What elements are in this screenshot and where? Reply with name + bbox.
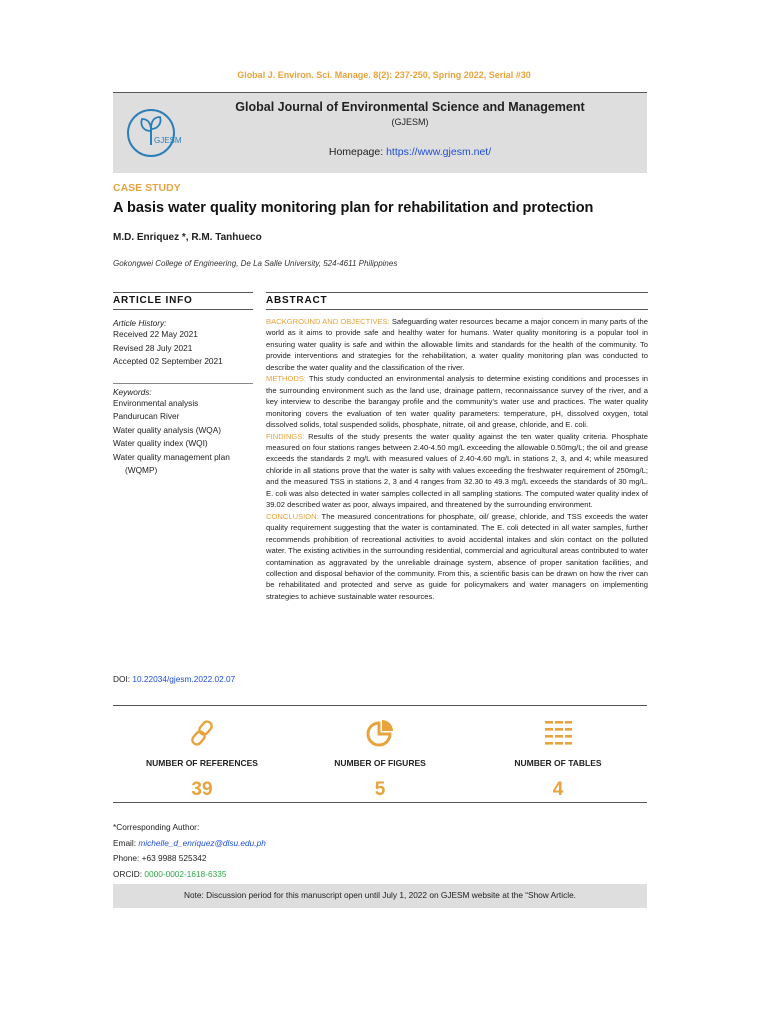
methods-text: This study conducted an environmental analysis to determine existing conditions and processes in the surrounding environment such as the land use, drainage pattern, reconnaissance survey of the river, and a key interview to describe the barangay profile and the community’s water use and practices. The water quality monitoring covers the evaluation of ten water quality parameters: temperature, pH, dissolved oxygen, total dissolved solids, total suspended solids, phosphate, nitrate, oil and grease, chloride, and E. coli.	[266, 374, 648, 430]
doi-line	[113, 674, 235, 684]
table-icon	[543, 718, 573, 748]
abstract-section	[266, 292, 648, 602]
background-label: BACKGROUND AND OBJECTIVES:	[266, 317, 390, 326]
history-revised: Revised 28 July 2021	[113, 342, 193, 353]
link-icon	[187, 718, 217, 748]
journal-citation: Global J. Environ. Sci. Manage. 8(2): 237-250, Spring 2022, Serial #30	[237, 70, 531, 80]
orcid-line	[113, 867, 266, 883]
stat-value: 39	[191, 779, 213, 800]
stat-label: NUMBER OF TABLES	[514, 758, 602, 768]
homepage-label: Homepage:	[328, 146, 384, 158]
keywords-label: Keywords:	[113, 383, 253, 397]
keyword-item: Pandurucan River	[113, 411, 180, 421]
pie-chart-icon	[365, 718, 395, 748]
email-line	[113, 836, 266, 852]
email-link[interactable]: michelle_d_enriquez@dlsu.edu.ph	[138, 837, 266, 848]
conclusion-text: The measured concentrations for phosphate, oil/ grease, chloride, and TSS exceeds the water quality requirement suggesting that the water is contaminated. The E. coli detected in all water samples, further recommends prohibition of recreational activities to avoid accidental intakes and skin contact on the polluted water. The existing activities in the surrounding residential, commercial and agricultural areas contributed to water contamination as aggravated by the unreliable drainage system, absence of proper sanitation facilities, and collection and disposal behavior of the community. From this, a scientific basis can be drawn on how the river can be rehabilitated and protected and serve as guide for policymakers and water managers on implementing strategies to achieve sustainable water resources.	[266, 511, 648, 601]
authors: M.D. Enriquez *, R.M. Tanhueco	[113, 232, 262, 243]
stat-label: NUMBER OF FIGURES	[334, 758, 426, 768]
homepage-link[interactable]: https://www.gjesm.net/	[386, 146, 492, 158]
article-stats	[113, 705, 647, 803]
phone-value: +63 9988 525342	[141, 853, 207, 863]
abstract-body	[266, 316, 648, 602]
phone-label: Phone:	[113, 853, 140, 863]
keyword-item: Water quality analysis (WQA)	[113, 424, 222, 435]
article-info-heading: ARTICLE INFO	[113, 292, 253, 310]
corresponding-author-label: *Corresponding Author:	[113, 822, 200, 832]
journal-abbreviation: (GJESM)	[391, 117, 429, 127]
article-title: A basis water quality monitoring plan for rehabilitation and protection	[113, 200, 594, 216]
orcid-label: ORCID:	[113, 868, 143, 879]
stat-tables	[469, 706, 647, 802]
findings-text: Results of the study presents the water quality against the ten water quality criteria. Phosphate measured on four stations ranges between 2.40-4.50 mg/L exceeding the allowable 0.50mg/L; the oil and grease exceeds the standards 2 mg/L with measured values of 2.40-4.60 mg/L in stations 2, 3, and 4; while measured chloride in all stations prove that the water is salty with values exceeding the freshwater requirement of 250mg/L; and the measured TSS in stations 2, 3 and 4 ranges from 32.30 to 49.3 mg/L exceeds the standards of 30 mg/L. E. coli was also detected in water samples collected in all sampling stations. The computed water quality index of 39.02 described water as poor, always impaired, and threatened by the surrounding environment.	[266, 431, 648, 510]
doi-label: DOI:	[113, 674, 131, 684]
affiliation: Gokongwei College of Engineering, De La Salle University, 524-4611 Philippines	[113, 259, 398, 268]
logo-text: GJESM	[154, 136, 182, 145]
homepage-line	[113, 146, 647, 158]
history-label: Article History:	[113, 318, 167, 328]
history-received: Received 22 May 2021	[113, 329, 198, 339]
article-type: CASE STUDY	[113, 182, 181, 194]
conclusion-label: CONCLUSION:	[266, 511, 319, 521]
stat-references	[113, 706, 291, 802]
discussion-note: Note: Discussion period for this manuscript open until July 1, 2022 on GJESM website at the “Show Article.	[113, 884, 647, 908]
methods-label: METHODS:	[266, 374, 307, 384]
stat-label: NUMBER OF REFERENCES	[146, 758, 258, 768]
orcid-link[interactable]: 0000-0002-1618-6335	[144, 868, 227, 879]
doi-link[interactable]: 10.22034/gjesm.2022.02.07	[132, 674, 236, 684]
abstract-heading: ABSTRACT	[266, 292, 648, 310]
correspondence	[113, 820, 266, 882]
keyword-item: Water quality management plan	[113, 451, 230, 462]
stat-value: 5	[374, 779, 386, 800]
stat-value: 4	[552, 779, 564, 800]
phone-line	[113, 851, 266, 867]
journal-name: Global Journal of Environmental Science and Management	[235, 100, 585, 114]
stat-figures	[291, 706, 469, 802]
findings-label: FINDINGS:	[266, 431, 305, 441]
article-info	[113, 292, 253, 478]
keyword-item: Water quality index (WQI)	[113, 438, 208, 448]
keyword-item: Environmental analysis	[113, 397, 199, 408]
history-accepted: Accepted 02 September 2021	[113, 356, 223, 366]
keyword-item-continued: (WQMP)	[125, 465, 158, 475]
background-text: Safeguarding water resources became a major concern in many parts of the world as it aims to provide safe and healthy water for humans. Water quality monitoring is a popular tool in ensuring water quality is safe and within the allowable limits and standards for the health of the community. To provide interventions and strategies for the rehabilitation, a water quality monitoring plan was conducted to describe the water quality and the classification of the river.	[266, 317, 648, 372]
journal-header	[113, 92, 647, 173]
email-label: Email:	[113, 837, 137, 848]
